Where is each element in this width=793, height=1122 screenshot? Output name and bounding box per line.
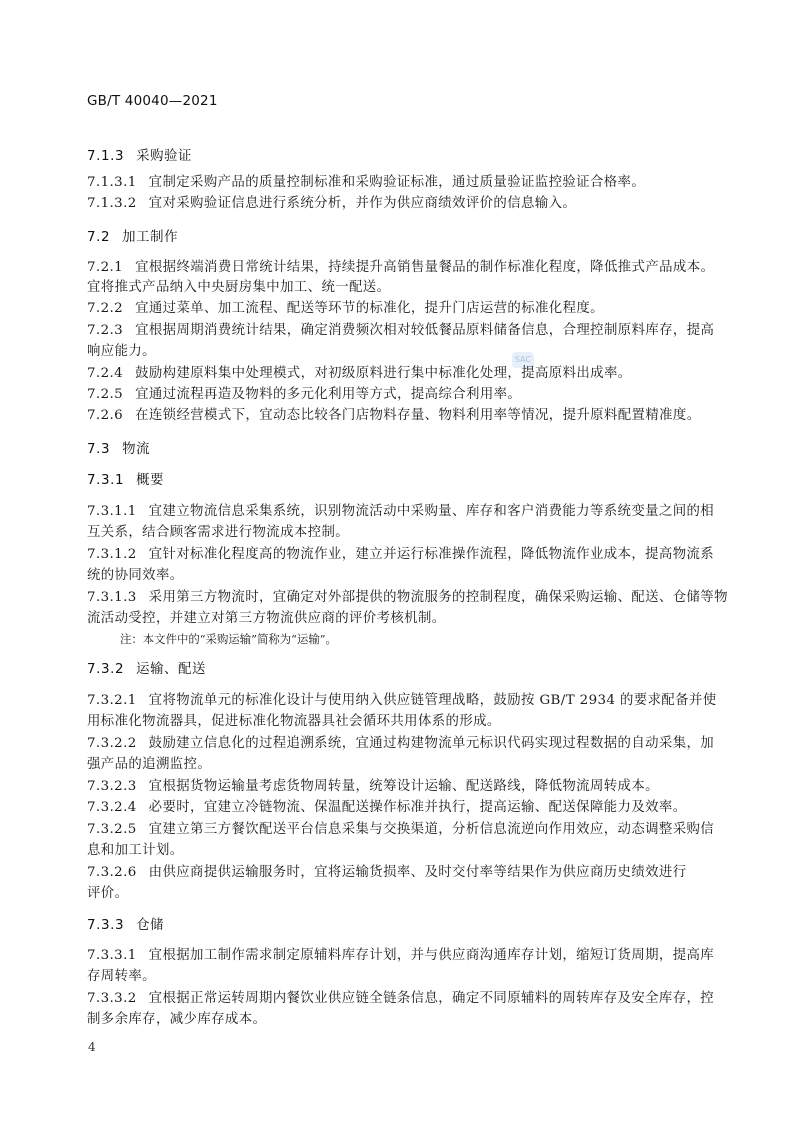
clause-number: 7.3.2.1 <box>87 693 137 708</box>
clause-7-2-2 <box>87 299 707 319</box>
section-heading-7-2 <box>87 228 707 248</box>
clause-7-3-3-1 <box>87 946 715 966</box>
clause-number: 7.3.1.1 <box>87 504 137 519</box>
section-number: 7.3 <box>87 442 111 457</box>
clause-7-3-1-1 <box>87 502 715 522</box>
section-heading-7-3 <box>87 440 707 460</box>
clause-number: 7.3.2.5 <box>87 822 137 837</box>
clause-7-3-1-2-continued: 统的协同效率。 <box>87 568 184 583</box>
section-number: 7.2 <box>87 230 111 245</box>
note: 注：本文件中的“采购运输”简称为“运输”。 <box>120 632 337 646</box>
clause-7-2-3 <box>87 321 715 341</box>
clause-number: 7.3.2.6 <box>87 865 137 880</box>
clause-text: 在连锁经营模式下，宜动态比较各门店物料存量、物料利用率等情况，提升原料配置精准度。 <box>135 408 701 423</box>
clause-text: 必要时，宜建立冷链物流、保温配送操作标准并执行，提高运输、配送保障能力及效率。 <box>148 800 687 815</box>
clause-text: 宜根据货物运输量考虑货物周转量，统筹设计运输、配送路线，降低物流周转成本。 <box>148 779 659 794</box>
clause-number: 7.1.3.1 <box>87 175 137 190</box>
clause-text: 宜建立第三方餐饮配送平台信息采集与交换渠道，分析信息流逆向作用效应，动态调整采购信 <box>148 822 715 837</box>
section-number: 7.3.2 <box>87 662 125 677</box>
clause-number: 7.2.6 <box>87 408 124 423</box>
clause-text: 宜通过流程再造及物料的多元化利用等方式，提高综合利用率。 <box>135 387 522 402</box>
clause-7-3-2-1 <box>87 691 717 711</box>
section-heading-7-3-3 <box>87 916 707 936</box>
clause-number: 7.3.1.2 <box>87 547 137 562</box>
clause-text: 宜针对标准化程度高的物流作业，建立并运行标准操作流程，降低物流作业成本，提高物流系 <box>148 547 715 562</box>
clause-7-3-2-2 <box>87 734 715 754</box>
clause-number: 7.1.3.2 <box>87 196 137 211</box>
clause-7-2-1-continued: 宜将推式产品纳入中央厨房集中加工、统一配送。 <box>87 280 391 295</box>
clause-text: 宜制定采购产品的质量控制标准和采购验证标准，通过质量验证监控验证合格率。 <box>148 175 646 190</box>
section-title: 采购验证 <box>136 149 193 164</box>
clause-text: 鼓励建立信息化的过程追溯系统，宜通过构建物流单元标识代码实现过程数据的自动采集，加 <box>148 736 715 751</box>
section-number: 7.1.3 <box>87 149 125 164</box>
clause-7-2-1 <box>87 258 715 278</box>
clause-text: 宜根据正常运转周期内餐饮业供应链全链条信息，确定不同原辅料的周转库存及安全库存，控 <box>148 991 715 1006</box>
clause-text: 鼓励构建原料集中处理模式，对初级原料进行集中标准化处理，提高原料出成率。 <box>135 366 632 381</box>
clause-number: 7.2.1 <box>87 260 124 275</box>
clause-text: 由供应商提供运输服务时，宜将运输货损率、及时交付率等结果作为供应商历史绩效进行 <box>148 865 687 880</box>
section-number: 7.3.3 <box>87 918 125 933</box>
section-title: 仓储 <box>136 918 165 933</box>
section-heading-7-3-1 <box>87 471 707 491</box>
section-number: 7.3.1 <box>87 473 125 488</box>
clause-text: 采用第三方物流时，宜确定对外部提供的物流服务的控制程度，确保采购运输、配送、仓储等物 <box>148 590 728 605</box>
clause-7-2-4 <box>87 364 707 384</box>
clause-7-3-2-6-continued: 评价。 <box>87 886 129 901</box>
section-title: 运输、配送 <box>136 662 207 677</box>
clause-7-3-2-6 <box>87 863 707 883</box>
page-number: 4 <box>88 1040 96 1054</box>
clause-number: 7.2.2 <box>87 301 124 316</box>
clause-number: 7.2.3 <box>87 323 124 338</box>
clause-7-3-2-4 <box>87 798 707 818</box>
clause-number: 7.3.1.3 <box>87 590 137 605</box>
clause-7-3-2-1-continued: 用标准化物流器具，促进标准化物流器具社会循环共用体系的形成。 <box>87 714 501 729</box>
clause-7-3-1-3 <box>87 588 728 608</box>
clause-text: 宜建立物流信息采集系统，识别物流活动中采购量、库存和客户消费能力等系统变量之间的相 <box>148 504 715 519</box>
clause-text: 宜根据周期消费统计结果，确定消费频次相对较低餐品原料储备信息，合理控制原料库存，提高 <box>135 323 715 338</box>
clause-number: 7.3.2.2 <box>87 736 137 751</box>
clause-number: 7.3.2.3 <box>87 779 137 794</box>
standard-code-header: GB/T 40040—2021 <box>87 93 218 109</box>
clause-number: 7.2.4 <box>87 366 124 381</box>
clause-7-3-2-3 <box>87 777 707 797</box>
clause-text: 宜根据终端消费日常统计结果，持续提升高销售量餐品的制作标准化程度，降低推式产品成本。 <box>135 260 715 275</box>
clause-number: 7.3.3.1 <box>87 948 137 963</box>
clause-7-1-3-2 <box>87 194 707 214</box>
section-heading-7-1-3 <box>87 147 707 167</box>
clause-7-3-1-2 <box>87 545 715 565</box>
clause-number: 7.2.5 <box>87 387 124 402</box>
clause-7-3-3-2 <box>87 989 715 1009</box>
clause-number: 7.3.2.4 <box>87 800 137 815</box>
clause-7-3-1-1-continued: 互关系，结合顾客需求进行物流成本控制。 <box>87 525 350 540</box>
section-title: 物流 <box>122 442 151 457</box>
clause-text: 宜根据加工制作需求制定原辅料库存计划，并与供应商沟通库存计划，缩短订货周期，提高库 <box>148 948 715 963</box>
clause-7-3-2-5-continued: 息和加工计划。 <box>87 843 184 858</box>
clause-7-3-2-2-continued: 强产品的追溯监控。 <box>87 757 212 772</box>
clause-7-1-3-1 <box>87 173 707 193</box>
clause-7-3-1-3-continued: 流活动受控，并建立对第三方物流供应商的评价考核机制。 <box>87 611 446 626</box>
section-title: 概要 <box>136 473 165 488</box>
clause-text: 宜对采购验证信息进行系统分析，并作为供应商绩效评价的信息输入。 <box>148 196 577 211</box>
clause-text: 宜通过菜单、加工流程、配送等环节的标准化，提升门店运营的标准化程度。 <box>135 301 604 316</box>
section-heading-7-3-2 <box>87 660 707 680</box>
section-title: 加工制作 <box>122 230 179 245</box>
watermark-logo: SAC <box>512 352 534 368</box>
clause-7-3-3-1-continued: 存周转率。 <box>87 969 156 984</box>
clause-number: 7.3.3.2 <box>87 991 137 1006</box>
clause-7-2-3-continued: 响应能力。 <box>87 344 156 359</box>
clause-7-2-5 <box>87 385 707 405</box>
clause-7-3-2-5 <box>87 820 715 840</box>
clause-7-3-3-2-continued: 制多余库存，减少库存成本。 <box>87 1012 267 1027</box>
clause-7-2-6 <box>87 406 707 426</box>
clause-text: 宜将物流单元的标准化设计与使用纳入供应链管理战略，鼓励按 GB/T 2934 的要求配备并使 <box>148 693 717 708</box>
